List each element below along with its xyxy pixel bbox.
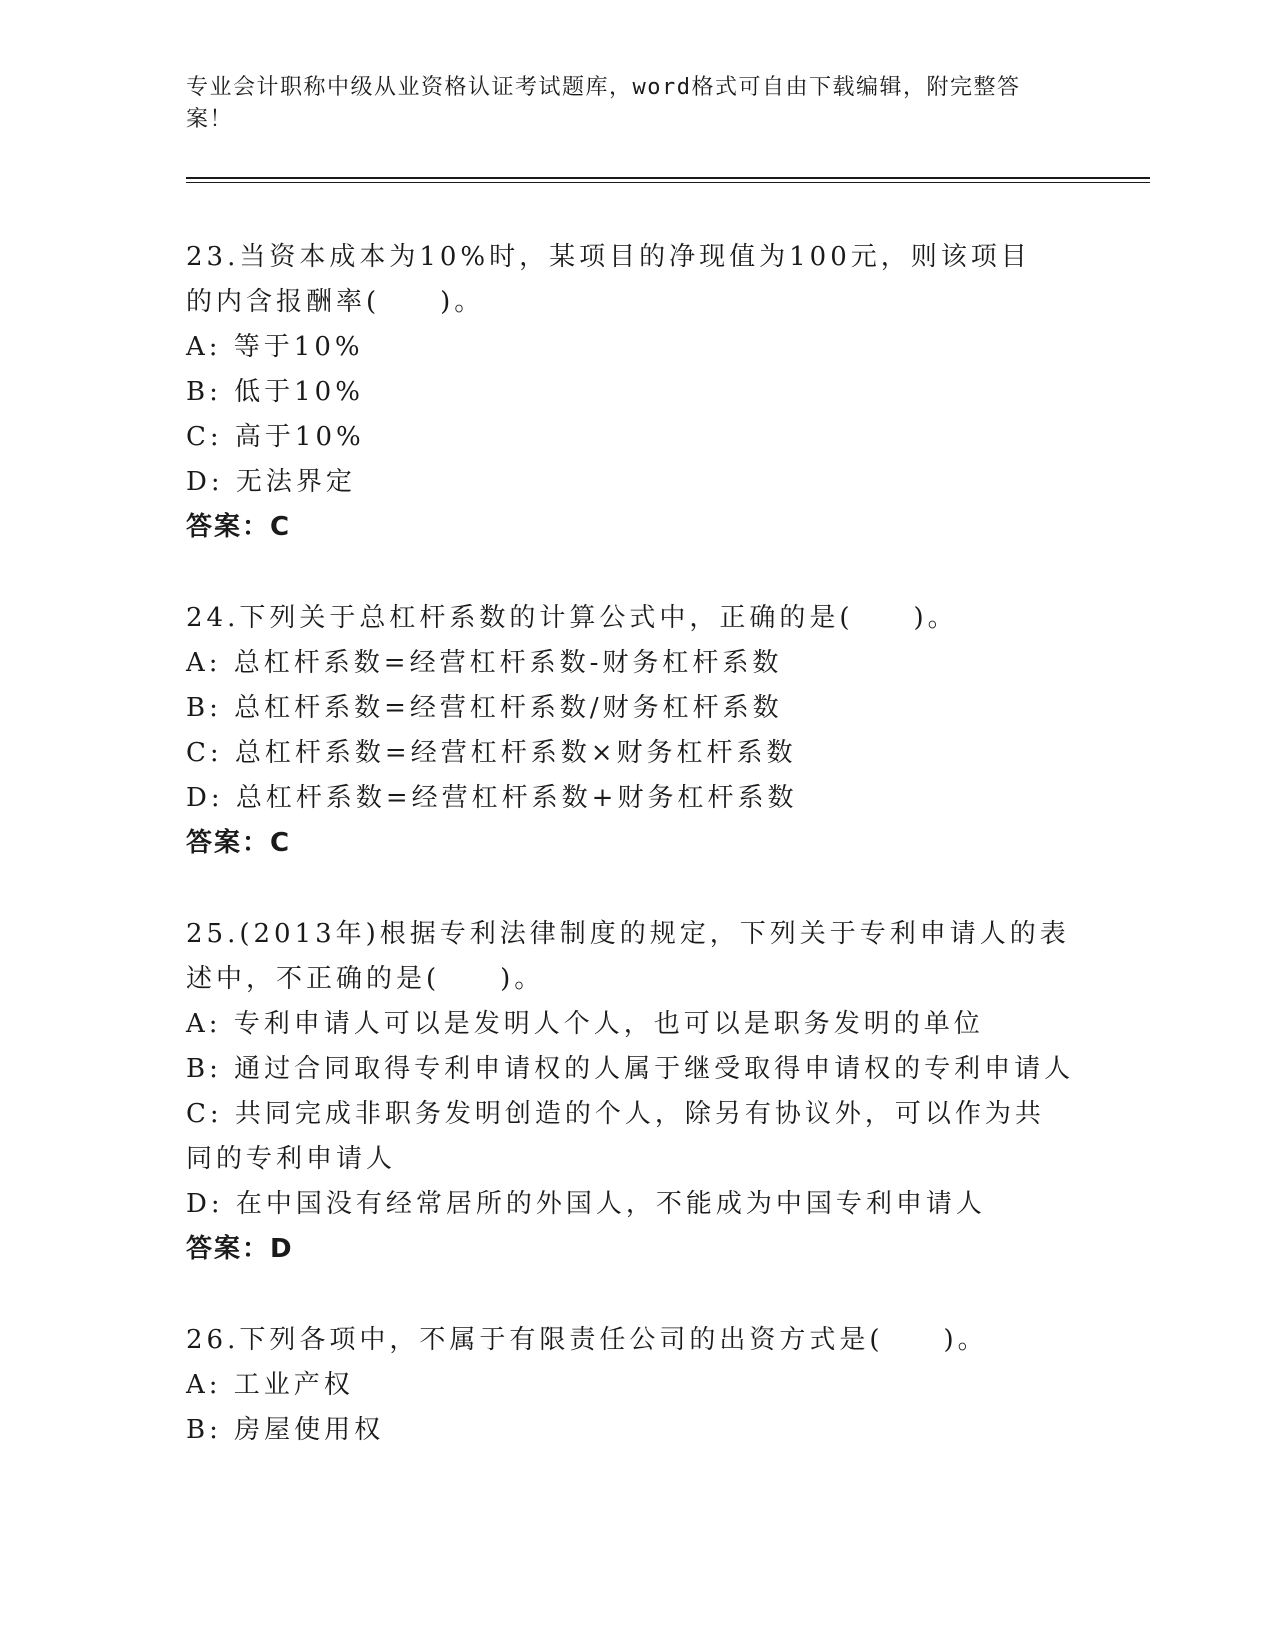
- question-stem: 23.当资本成本为10%时，某项目的净现值为100元，则该项目的内含报酬率( )。: [186, 242, 1031, 317]
- option-b: B: 房屋使用权: [186, 1415, 385, 1445]
- option-a: A: 等于10%: [186, 332, 364, 362]
- option-d: D: 在中国没有经常居所的外国人，不能成为中国专利申请人: [186, 1189, 986, 1219]
- question-stem: 24.下列关于总杠杆系数的计算公式中，正确的是( )。: [186, 603, 958, 633]
- option-a: A: 工业产权: [186, 1370, 354, 1400]
- option-b: B: 总杠杆系数=经营杠杆系数/财务杠杆系数: [186, 693, 783, 723]
- option-d: D: 无法界定: [186, 467, 356, 497]
- question-stem: 26.下列各项中，不属于有限责任公司的出资方式是( )。: [186, 1325, 988, 1355]
- option-b: B: 低于10%: [186, 377, 364, 407]
- option-b: B: 通过合同取得专利申请权的人属于继受取得申请权的专利申请人: [186, 1054, 1075, 1084]
- question-24: [186, 596, 1086, 866]
- option-c: C: 高于10%: [186, 422, 365, 452]
- answer-line: 答案：C: [186, 512, 292, 542]
- option-d: D: 总杠杆系数=经营杠杆系数+财务杠杆系数: [186, 783, 798, 813]
- option-a: A: 总杠杆系数=经营杠杆系数-财务杠杆系数: [186, 648, 783, 678]
- header-rule-top: [186, 177, 1150, 179]
- header-rule-bottom: [186, 182, 1150, 183]
- question-list: [186, 235, 1086, 1499]
- question-25: [186, 912, 1086, 1272]
- question-23: [186, 235, 1086, 550]
- option-c: C: 共同完成非职务发明创造的个人，除另有协议外，可以作为共同的专利申请人: [186, 1099, 1045, 1174]
- question-26: [186, 1318, 1086, 1453]
- option-a: A: 专利申请人可以是发明人个人，也可以是职务发明的单位: [186, 1009, 984, 1039]
- option-c: C: 总杠杆系数=经营杠杆系数×财务杠杆系数: [186, 738, 797, 768]
- question-stem: 25.(2013年)根据专利法律制度的规定，下列关于专利申请人的表述中，不正确的是( )。: [186, 919, 1070, 994]
- answer-line: 答案：D: [186, 1234, 294, 1264]
- answer-line: 答案：C: [186, 828, 292, 858]
- document-header: 专业会计职称中级从业资格认证考试题库，word格式可自由下载编辑，附完整答案！: [186, 75, 1021, 132]
